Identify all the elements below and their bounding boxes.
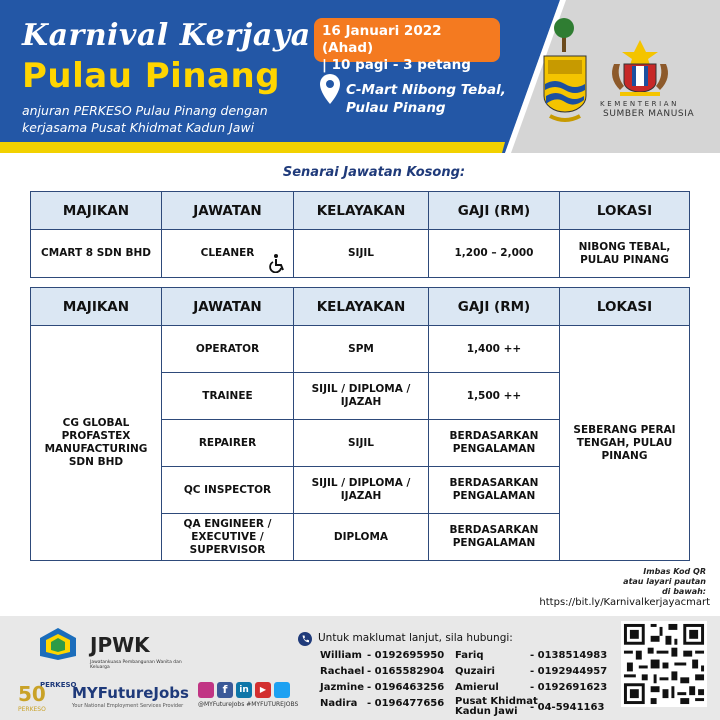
facebook-icon[interactable]: f: [217, 682, 233, 698]
column-header-position: JAWATAN: [162, 192, 294, 230]
position-cell-line: OPERATOR: [195, 342, 260, 355]
contact-name: Nadira: [320, 698, 358, 709]
column-header-employer: MAJIKAN: [31, 192, 162, 230]
employer-line: CG GLOBAL: [62, 417, 130, 429]
qr-code[interactable]: [621, 621, 707, 707]
position-cell: [162, 420, 294, 467]
position-cell: [162, 230, 294, 278]
qualification-cell-line: SIJIL / DIPLOMA /: [311, 477, 411, 489]
salary-cell-line: BERDASARKAN: [449, 430, 539, 442]
column-header-location: LOKASI: [560, 192, 690, 230]
employer-line: SDN BHD: [68, 456, 124, 468]
table-header-row: [31, 288, 690, 326]
myfuturejobs-tagline: Your National Employment Services Provider: [72, 703, 184, 709]
linkedin-icon[interactable]: in: [236, 682, 252, 698]
position-cell-line: QC INSPECTOR: [183, 483, 272, 496]
social-handle: @MYFutureJobs #MYFUTUREJOBS: [198, 701, 299, 708]
venue-line-2: Pulau Pinang: [346, 100, 446, 116]
contact-name: Fariq: [455, 650, 484, 661]
employer-cell: CMART 8 SDN BHD: [31, 230, 162, 278]
location-line: PULAU PINANG: [580, 253, 669, 266]
qr-note-line: atau layari pautan: [623, 577, 706, 586]
ministry-label-bottom: SUMBER MANUSIA: [603, 109, 695, 119]
contact-name: Kadun Jawi: [455, 706, 518, 717]
salary-cell: [429, 326, 560, 373]
table-header-row: [31, 192, 690, 230]
employer-line: PROFASTEX: [61, 430, 131, 442]
salary-cell: [429, 514, 560, 561]
venue-line-1: C-Mart Nibong Tebal,: [346, 82, 506, 98]
column-header-salary: GAJI (RM): [429, 192, 560, 230]
jpwk-logo: JPWK: [90, 633, 150, 657]
salary-cell-line: BERDASARKAN: [449, 477, 539, 489]
location-line: NIBONG TEBAL,: [578, 240, 671, 253]
jpwk-subtitle: Jawatankuasa Pembangunan Wanita dan Keluarga: [90, 660, 182, 670]
position-cell-line: REPAIRER: [198, 436, 257, 449]
location-line: TENGAH, PULAU: [576, 436, 673, 449]
position-cell-line: TRAINEE: [202, 389, 253, 402]
contact-phone[interactable]: - 0192695950: [367, 650, 445, 661]
twitter-icon[interactable]: [274, 682, 290, 698]
position-label: CLEANER: [200, 247, 255, 259]
column-header-salary: GAJI (RM): [429, 288, 560, 326]
table-row: [31, 326, 690, 373]
youtube-icon[interactable]: ▶: [255, 682, 271, 698]
myfuturejobs-logo: MYFutureJobs: [72, 684, 189, 702]
ministry-label-top: KEMENTERIAN: [600, 100, 679, 108]
qualification-cell-line: IJAZAH: [340, 396, 382, 408]
salary-cell-line: 1,500 ++: [466, 389, 522, 402]
location-line: SEBERANG PERAI: [573, 423, 676, 436]
qualification-cell: [294, 373, 429, 420]
perkeso-logo-text: PERKESO: [40, 681, 77, 689]
location-cell: [560, 230, 690, 278]
employer-cell: [31, 326, 162, 561]
phone-icon: [298, 632, 312, 646]
qualification-cell-line: SIJIL: [348, 436, 374, 449]
column-header-qualification: KELAYAKAN: [294, 288, 429, 326]
position-cell: [162, 373, 294, 420]
event-date-badge: [314, 18, 500, 73]
social-media-icons: [198, 682, 290, 698]
column-header-position: JAWATAN: [162, 288, 294, 326]
contact-name: William: [320, 650, 362, 661]
contact-phone[interactable]: - 0192944957: [530, 666, 608, 677]
contact-phone[interactable]: - 0196477656: [367, 698, 445, 709]
location-line: PINANG: [601, 449, 648, 462]
salary-cell-line: PENGALAMAN: [452, 490, 536, 502]
contact-header: Untuk maklumat lanjut, sila hubungi:: [318, 632, 513, 644]
qualification-cell-line: IJAZAH: [340, 490, 382, 502]
contact-name: Rachael: [320, 666, 365, 677]
position-cell-line: EXECUTIVE /: [191, 530, 264, 543]
salary-cell-line: PENGALAMAN: [452, 537, 536, 549]
qr-note-line: Imbas Kod QR: [643, 567, 706, 576]
contact-phone[interactable]: - 0138514983: [530, 650, 608, 661]
instagram-icon[interactable]: [198, 682, 214, 698]
salary-cell: [429, 467, 560, 514]
position-cell-line: QA ENGINEER /: [183, 517, 272, 530]
qualification-cell: [294, 326, 429, 373]
column-header-employer: MAJIKAN: [31, 288, 162, 326]
registration-link[interactable]: https://bit.ly/Karnivalkerjayacmart: [539, 597, 710, 608]
employer-line: MANUFACTURING: [44, 443, 148, 455]
qualification-cell: SIJIL: [294, 230, 429, 278]
qualification-cell-line: DIPLOMA: [333, 530, 389, 543]
qualification-cell: [294, 420, 429, 467]
contact-name: Pusat Khidmat: [455, 696, 538, 707]
contact-name: Jazmine: [320, 682, 365, 693]
column-header-qualification: KELAYAKAN: [294, 192, 429, 230]
vacancy-list-title: Senarai Jawatan Kosong:: [282, 165, 466, 180]
contact-name: Quzairi: [455, 666, 495, 677]
vacancy-table-cmart: [30, 191, 690, 278]
qualification-cell-line: SPM: [348, 342, 374, 355]
contact-phone[interactable]: - 04-5941163: [530, 702, 605, 713]
organiser-line-1: anjuran PERKESO Pulau Pinang dengan: [22, 103, 268, 118]
contact-phone[interactable]: - 0196463256: [367, 682, 445, 693]
table-row: [31, 230, 690, 278]
position-cell: [162, 326, 294, 373]
event-time: | 10 pagi - 3 petang: [322, 57, 471, 73]
contact-phone[interactable]: - 0165582904: [367, 666, 445, 677]
salary-cell: [429, 373, 560, 420]
perkeso-logo: [38, 626, 78, 662]
position-cell-line: SUPERVISOR: [189, 543, 266, 556]
column-header-location: LOKASI: [560, 288, 690, 326]
salary-cell-line: PENGALAMAN: [452, 443, 536, 455]
wheelchair-accessibility-icon: [267, 253, 287, 273]
fifty-years-subtitle: PERKESO: [18, 706, 46, 713]
event-date: 16 Januari 2022 (Ahad): [322, 23, 442, 56]
vacancy-table-cg-global: [30, 287, 690, 561]
salary-cell-line: 1,400 ++: [466, 342, 522, 355]
salary-cell: [429, 420, 560, 467]
qr-note-line: di bawah:: [661, 587, 706, 596]
position-cell: [162, 514, 294, 561]
event-title: Karnival Kerjaya: [22, 18, 311, 53]
contact-name: Amierul: [455, 682, 499, 693]
qualification-cell: [294, 514, 429, 561]
event-location-title: Pulau Pinang: [22, 56, 281, 96]
position-cell: [162, 467, 294, 514]
qualification-cell: [294, 467, 429, 514]
salary-cell-line: BERDASARKAN: [449, 524, 539, 536]
salary-cell: 1,200 – 2,000: [429, 230, 560, 278]
location-cell: [560, 326, 690, 561]
organiser-line-2: kerjasama Pusat Khidmat Kadun Jawi: [22, 120, 255, 135]
qualification-cell-line: SIJIL / DIPLOMA /: [311, 383, 411, 395]
qr-instruction: [570, 567, 706, 597]
fifty-years-logo: 50: [18, 682, 46, 706]
contact-phone[interactable]: - 0192691623: [530, 682, 608, 693]
